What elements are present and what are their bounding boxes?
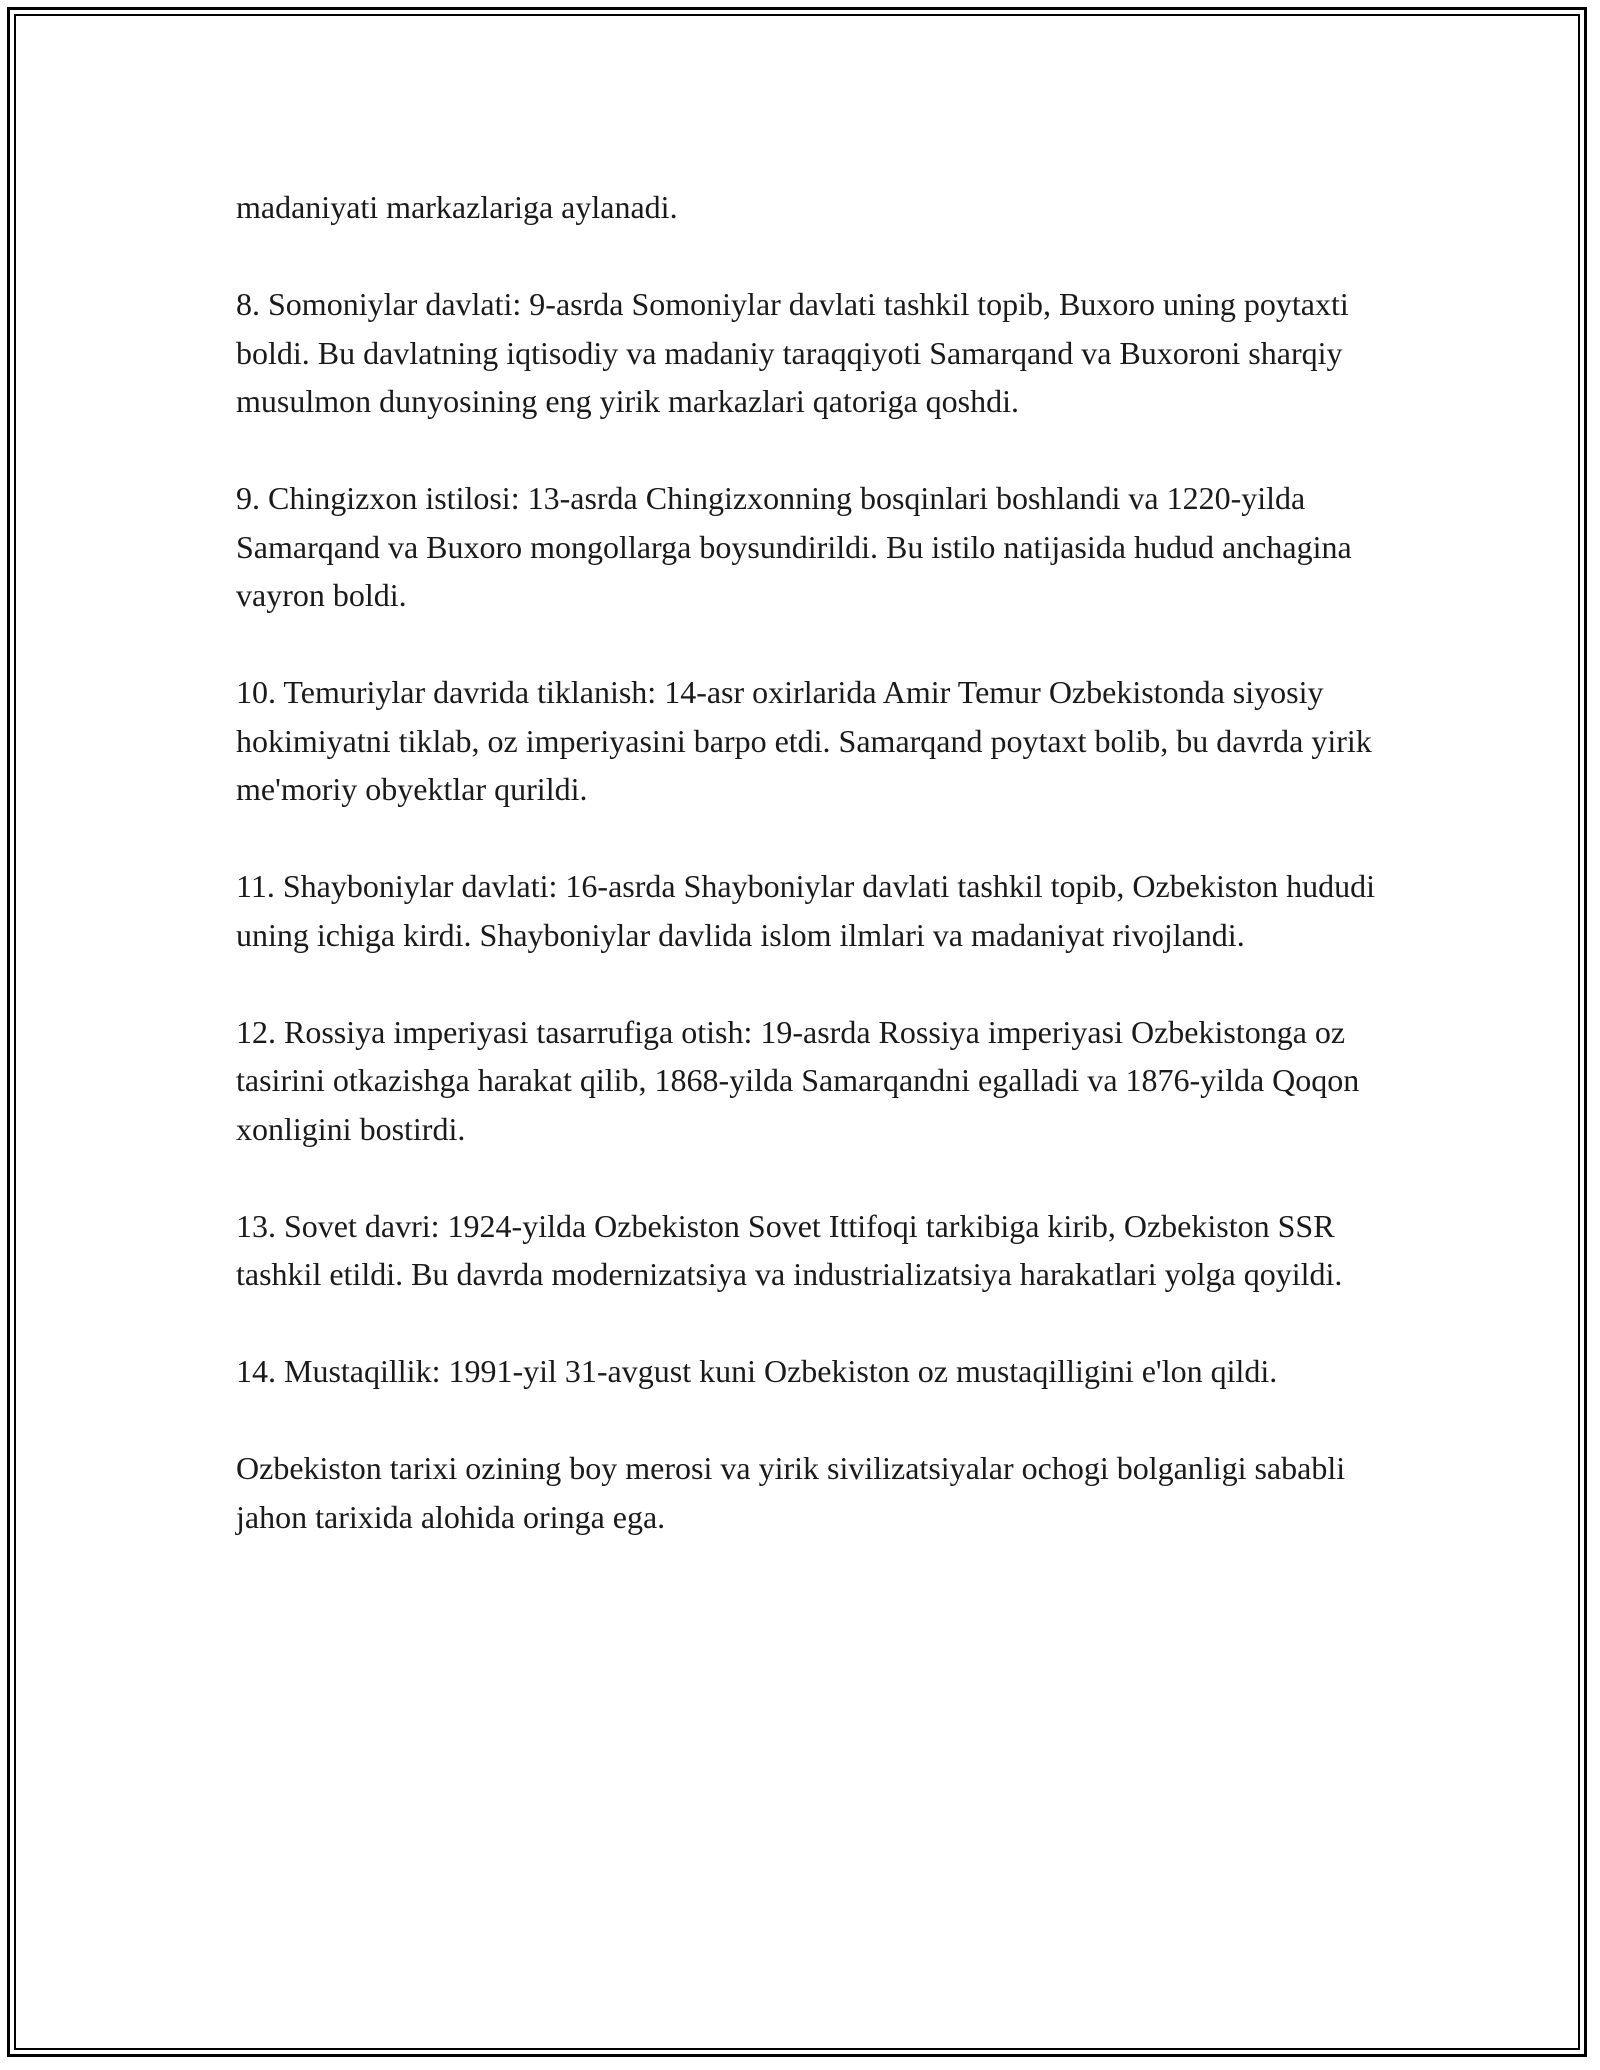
paragraph-temuriylar: 10. Temuriylar davrida tiklanish: 14-asr oxirlarida Amir Temur Ozbekistonda siyosiy hokimiyatni tiklab, oz imperiyasini barpo etdi. Samarqand poytaxt bolib, bu davrda yirik me'moriy obyektlar qurildi. [236, 674, 1372, 807]
document-body [236, 183, 1376, 1541]
paragraph-rossiya: 12. Rossiya imperiyasi tasarrufiga otish: 19-asrda Rossiya imperiyasi Ozbekistonga oz tasirini otkazishga harakat qilib, 1868-yilda Samarqandni egalladi va 1876-yilda Qoqon xonligini bostirdi. [236, 1013, 1360, 1147]
paragraph-shayboniylar: 11. Shayboniylar davlati: 16-asrda Shayboniylar davlati tashkil topib, Ozbekiston hududi uning ichiga kirdi. Shayboniylar davlida islom ilmlari va madaniyat rivojlandi. [236, 868, 1376, 953]
paragraph-chingizxon: 9. Chingizxon istilosi: 13-asrda Chingizxonning bosqinlari boshlandi va 1220-yilda Samarqand va Buxoro mongollarga boysundirildi. Bu istilo natijasida hudud anchagina vayron boldi. [236, 480, 1352, 613]
paragraph-mustaqillik: 14. Mustaqillik: 1991-yil 31-avgust kuni Ozbekiston oz mustaqilligini e'lon qildi. [236, 1353, 1278, 1389]
paragraph-continuation: madaniyati markazlariga aylanadi. [236, 189, 678, 225]
paragraph-somoniylar: 8. Somoniylar davlati: 9-asrda Somoniylar davlati tashkil topib, Buxoro uning poytaxti boldi. Bu davlatning iqtisodiy va madaniy taraqqiyoti Samarqand va Buxoroni sharqiy musulmon dunyosining eng yirik markazlari qatoriga qoshdi. [236, 286, 1349, 419]
paragraph-conclusion: Ozbekiston tarixi ozining boy merosi va yirik sivilizatsiyalar ochogi bolganligi sababli jahon tarixida alohida oringa ega. [236, 1450, 1346, 1535]
paragraph-sovet: 13. Sovet davri: 1924-yilda Ozbekiston Sovet Ittifoqi tarkibiga kirib, Ozbekiston SSR tashkil etildi. Bu davrda modernizatsiya va industrializatsiya harakatlari yolga qoyildi. [236, 1207, 1343, 1292]
